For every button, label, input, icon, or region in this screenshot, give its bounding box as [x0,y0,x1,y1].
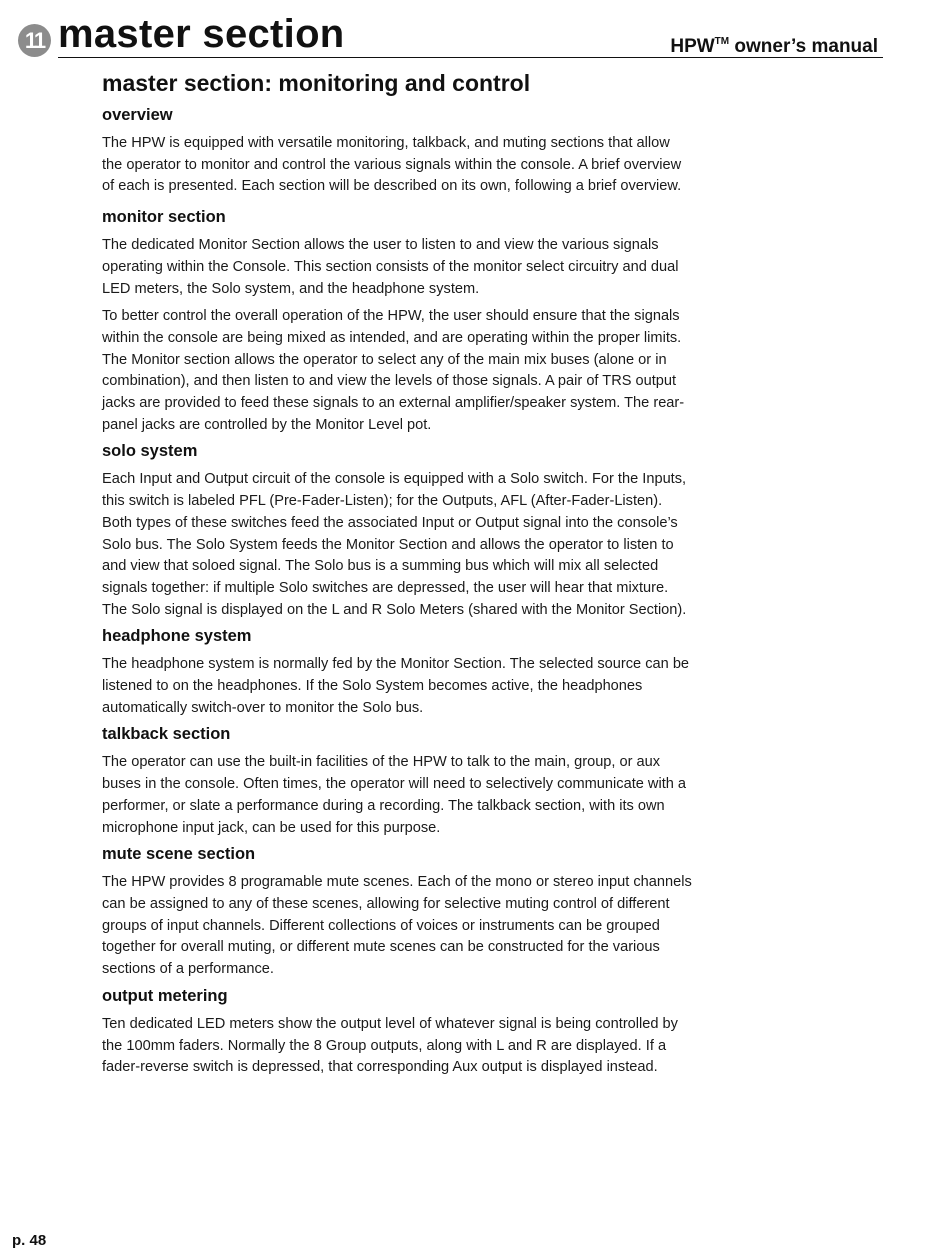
manual-title-rest: owner’s manual [729,36,878,57]
paragraph: The operator can use the built-in facilities of the HPW to talk to the main, group, or aux buses in the console. Often times, the operator will need to selectively communicate with a performer, or slate a performance during a recording. The talkback section, with its own microphone input jack, can be used for this purpose. [102,754,687,836]
paragraph: The headphone system is normally fed by the Monitor Section. The selected source can be listened to on the headphones. If the Solo System becomes active, the headphones automatically switch-over to monitor the Solo bus. [102,656,690,716]
section-heading: headphone system [102,627,252,646]
section-heading: overview [102,106,173,124]
section-title: master section [58,12,345,56]
section-mute-scene [102,845,692,981]
section-monitor [102,208,692,436]
section-heading: mute scene section [102,845,256,864]
paragraph: The HPW provides 8 programable mute scenes. Each of the mono or stereo input channels can be assigned to any of these scenes, allowing for selective muting control of different groups of input channels. Different collections of voices or instruments can be grouped together for overall muting, or different mute scenes can be constructed for the various sections of a performance. [102,874,692,978]
header-rule [58,57,883,58]
section-heading: monitor section [102,208,226,227]
section-headphone-system [102,627,692,719]
chapter-number-badge: 11 [18,24,51,57]
section-solo-system [102,442,692,621]
section-heading: talkback section [102,725,231,744]
paragraph: The HPW is equipped with versatile monitoring, talkback, and muting sections that allow the operator to monitor and control the various signals within the console. A brief overview of each is presented. Each section will be described on its own, following a brief overview. [102,135,682,195]
page-header [0,0,950,62]
section-heading: solo system [102,442,198,461]
manual-title [670,36,878,58]
section-output-metering [102,987,692,1079]
page-heading: master section: monitoring and control [102,70,531,96]
manual-title-brand: HPW [670,36,715,57]
paragraph: Ten dedicated LED meters show the output level of whatever signal is being controlled by the 100mm faders. Normally the 8 Group outputs, along with L and R are displayed. If a fader-reverse switch is depressed, that corresponding Aux output is displayed instead. [102,1015,678,1076]
page-content [102,70,692,1085]
paragraph: To better control the overall operation of the HPW, the user should ensure that the signals within the console are being mixed as intended, and are operating within the proper limits. The Monitor section allows the operator to select any of the main mix buses (alone or in combination), and then listen to and view the levels of those signals. A pair of TRS output jacks are provided to feed these signals to an external amplifier/speaker system. The rear-panel jacks are controlled by the Monitor Level pot. [102,308,685,433]
section-heading: output metering [102,986,228,1005]
section-talkback [102,725,692,839]
trademark-mark: TM [714,36,730,47]
paragraph: Each Input and Output circuit of the console is equipped with a Solo switch. For the Inputs, this switch is labeled PFL (Pre-Fader-Listen); for the Outputs, AFL (After-Fader-Listen). Both types of these switches feed the associated Input or Output signal into the console’s Solo bus. The Solo System feeds the Monitor Section and allows the operator to listen to and view that soloed signal. The Solo bus is a summing bus which will mix all selected signals together: if multiple Solo switches are depressed, the user will hear that mixture. The Solo signal is displayed on the L and R Solo Meters (shared with the Monitor Section). [102,471,687,618]
section-overview [102,106,692,198]
page-number: p. 48 [12,1232,47,1249]
paragraph: The dedicated Monitor Section allows the user to listen to and view the various signals operating within the Console. This section consists of the monitor select circuitry and dual LED meters, the Solo system, and the headphone system. [102,237,679,297]
